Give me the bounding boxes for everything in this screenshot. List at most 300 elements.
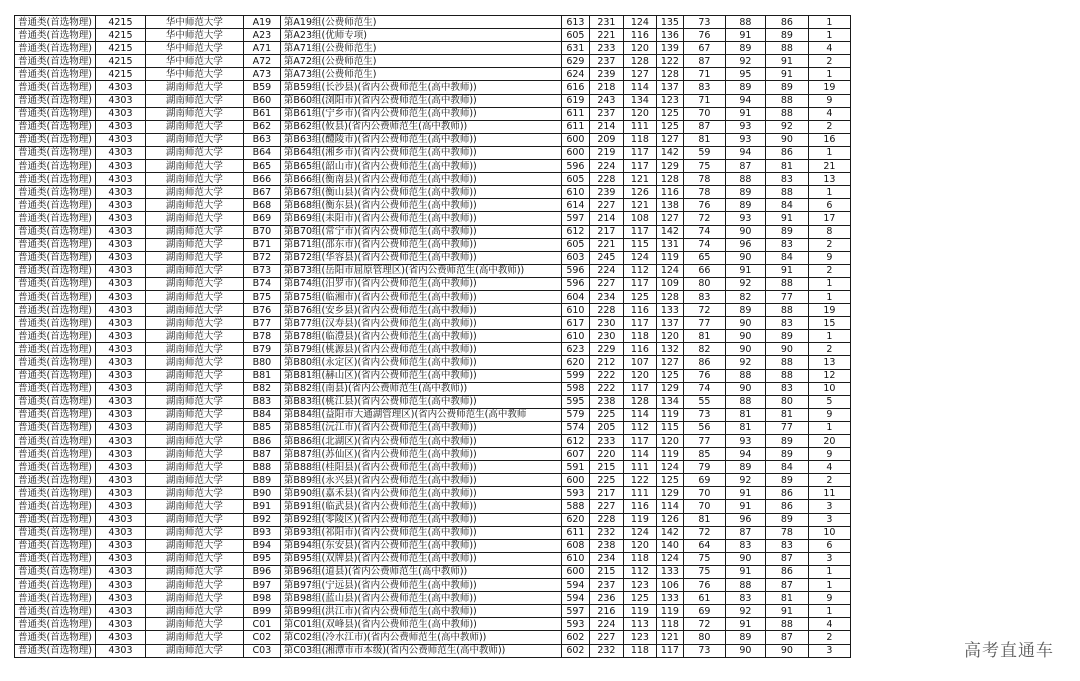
school-code-cell: 4303	[95, 251, 145, 264]
table-row	[15, 435, 881, 448]
group-code-cell: B74	[243, 277, 280, 290]
school-code-cell: 4303	[95, 552, 145, 565]
score-c-cell: 119	[656, 408, 683, 421]
school-name-cell: 湖南师范大学	[145, 552, 243, 565]
group-code-cell: B59	[243, 81, 280, 94]
score-b-cell: 116	[623, 304, 656, 317]
score-e-cell: 94	[725, 94, 765, 107]
count-cell: 1	[808, 16, 850, 29]
score-e-cell: 94	[725, 146, 765, 159]
table-row	[15, 330, 881, 343]
school-code-cell: 4303	[95, 146, 145, 159]
count-cell: 5	[808, 395, 850, 408]
score-a-cell: 227	[589, 277, 623, 290]
group-code-cell: B62	[243, 120, 280, 133]
empty-cell	[850, 565, 880, 578]
category-cell: 普通类(首选物理)	[15, 408, 96, 421]
score-a-cell: 219	[589, 146, 623, 159]
category-cell: 普通类(首选物理)	[15, 317, 96, 330]
score-d-cell: 80	[683, 631, 725, 644]
score-f-cell: 83	[765, 238, 808, 251]
score-f-cell: 88	[765, 356, 808, 369]
count-cell: 12	[808, 369, 850, 382]
score-b-cell: 114	[623, 408, 656, 421]
score-a-cell: 222	[589, 369, 623, 382]
score-b-cell: 117	[623, 146, 656, 159]
school-name-cell: 湖南师范大学	[145, 330, 243, 343]
empty-cell	[850, 68, 880, 81]
group-name-cell: 第B95组(双牌县)(省内公费师范生(高中教师))	[280, 552, 561, 565]
group-code-cell: C03	[243, 644, 280, 657]
score-a-cell: 215	[589, 565, 623, 578]
score-e-cell: 83	[725, 592, 765, 605]
score-f-cell: 89	[765, 448, 808, 461]
category-cell: 普通类(首选物理)	[15, 94, 96, 107]
group-name-cell: 第B98组(蓝山县)(省内公费师范生(高中教师))	[280, 592, 561, 605]
group-code-cell: B89	[243, 474, 280, 487]
score-f-cell: 87	[765, 579, 808, 592]
group-name-cell: 第B94组(东安县)(省内公费师范生(高中教师))	[280, 539, 561, 552]
count-cell: 2	[808, 264, 850, 277]
group-name-cell: 第B65组(韶山市)(省内公费师范生(高中教师))	[280, 160, 561, 173]
count-cell: 1	[808, 68, 850, 81]
score-b-cell: 117	[623, 225, 656, 238]
school-name-cell: 湖南师范大学	[145, 199, 243, 212]
group-name-cell: 第B93组(祁阳市)(省内公费师范生(高中教师))	[280, 526, 561, 539]
category-cell: 普通类(首选物理)	[15, 160, 96, 173]
score-b-cell: 119	[623, 605, 656, 618]
count-cell: 10	[808, 526, 850, 539]
score-c-cell: 109	[656, 277, 683, 290]
score-d-cell: 71	[683, 68, 725, 81]
score-e-cell: 91	[725, 107, 765, 120]
empty-cell	[850, 448, 880, 461]
school-code-cell: 4303	[95, 539, 145, 552]
total-score-cell: 595	[561, 395, 589, 408]
score-e-cell: 96	[725, 238, 765, 251]
score-e-cell: 90	[725, 552, 765, 565]
school-name-cell: 湖南师范大学	[145, 618, 243, 631]
table-row	[15, 68, 881, 81]
table-row	[15, 343, 881, 356]
group-code-cell: B68	[243, 199, 280, 212]
group-name-cell: 第B69组(耒阳市)(省内公费师范生(高中教师))	[280, 212, 561, 225]
score-f-cell: 91	[765, 68, 808, 81]
table-row	[15, 16, 881, 29]
score-d-cell: 77	[683, 317, 725, 330]
table-row	[15, 173, 881, 186]
school-name-cell: 湖南师范大学	[145, 500, 243, 513]
count-cell: 3	[808, 552, 850, 565]
school-name-cell: 湖南师范大学	[145, 631, 243, 644]
score-f-cell: 88	[765, 186, 808, 199]
count-cell: 19	[808, 304, 850, 317]
score-b-cell: 115	[623, 238, 656, 251]
score-e-cell: 92	[725, 605, 765, 618]
group-name-cell: 第B84组(益阳市大通湖管理区)(省内公费师范生(高中教师	[280, 408, 561, 421]
score-e-cell: 96	[725, 513, 765, 526]
total-score-cell: 598	[561, 382, 589, 395]
score-b-cell: 116	[623, 343, 656, 356]
table-row	[15, 382, 881, 395]
score-c-cell: 129	[656, 382, 683, 395]
total-score-cell: 610	[561, 304, 589, 317]
school-code-cell: 4303	[95, 199, 145, 212]
score-b-cell: 122	[623, 474, 656, 487]
score-d-cell: 81	[683, 513, 725, 526]
school-code-cell: 4303	[95, 186, 145, 199]
category-cell: 普通类(首选物理)	[15, 146, 96, 159]
table-row	[15, 199, 881, 212]
score-b-cell: 113	[623, 618, 656, 631]
total-score-cell: 596	[561, 264, 589, 277]
table-row	[15, 317, 881, 330]
school-code-cell: 4215	[95, 42, 145, 55]
score-d-cell: 55	[683, 395, 725, 408]
score-c-cell: 126	[656, 513, 683, 526]
score-f-cell: 81	[765, 592, 808, 605]
group-code-cell: B83	[243, 395, 280, 408]
group-name-cell: 第B99组(洪江市)(省内公费师范生(高中教师))	[280, 605, 561, 618]
score-c-cell: 128	[656, 290, 683, 303]
score-f-cell: 83	[765, 317, 808, 330]
score-c-cell: 128	[656, 173, 683, 186]
score-f-cell: 89	[765, 29, 808, 42]
score-e-cell: 93	[725, 435, 765, 448]
total-score-cell: 616	[561, 81, 589, 94]
score-f-cell: 91	[765, 212, 808, 225]
count-cell: 1	[808, 565, 850, 578]
school-name-cell: 湖南师范大学	[145, 81, 243, 94]
empty-cell	[850, 421, 880, 434]
category-cell: 普通类(首选物理)	[15, 565, 96, 578]
empty-cell	[850, 212, 880, 225]
score-c-cell: 122	[656, 55, 683, 68]
group-code-cell: A72	[243, 55, 280, 68]
score-b-cell: 117	[623, 160, 656, 173]
category-cell: 普通类(首选物理)	[15, 330, 96, 343]
total-score-cell: 602	[561, 644, 589, 657]
score-c-cell: 129	[656, 160, 683, 173]
group-code-cell: B71	[243, 238, 280, 251]
count-cell: 1	[808, 146, 850, 159]
school-code-cell: 4303	[95, 421, 145, 434]
score-b-cell: 108	[623, 212, 656, 225]
school-code-cell: 4303	[95, 317, 145, 330]
school-name-cell: 湖南师范大学	[145, 186, 243, 199]
count-cell: 9	[808, 94, 850, 107]
category-cell: 普通类(首选物理)	[15, 592, 96, 605]
score-a-cell: 232	[589, 644, 623, 657]
score-e-cell: 93	[725, 133, 765, 146]
table-row	[15, 160, 881, 173]
empty-cell	[850, 382, 880, 395]
score-e-cell: 91	[725, 487, 765, 500]
score-b-cell: 127	[623, 68, 656, 81]
score-d-cell: 83	[683, 290, 725, 303]
score-c-cell: 140	[656, 539, 683, 552]
group-code-cell: B66	[243, 173, 280, 186]
school-name-cell: 湖南师范大学	[145, 264, 243, 277]
school-code-cell: 4303	[95, 81, 145, 94]
school-code-cell: 4303	[95, 382, 145, 395]
school-name-cell: 湖南师范大学	[145, 395, 243, 408]
total-score-cell: 611	[561, 107, 589, 120]
group-code-cell: B85	[243, 421, 280, 434]
score-e-cell: 92	[725, 356, 765, 369]
score-a-cell: 221	[589, 29, 623, 42]
score-a-cell: 217	[589, 225, 623, 238]
count-cell: 6	[808, 539, 850, 552]
score-b-cell: 124	[623, 16, 656, 29]
count-cell: 9	[808, 448, 850, 461]
total-score-cell: 594	[561, 592, 589, 605]
score-a-cell: 239	[589, 68, 623, 81]
category-cell: 普通类(首选物理)	[15, 238, 96, 251]
group-name-cell: 第C02组(冷水江市)(省内公费师范生(高中教师))	[280, 631, 561, 644]
category-cell: 普通类(首选物理)	[15, 631, 96, 644]
category-cell: 普通类(首选物理)	[15, 199, 96, 212]
score-f-cell: 87	[765, 552, 808, 565]
score-e-cell: 87	[725, 526, 765, 539]
score-e-cell: 89	[725, 631, 765, 644]
group-code-cell: B94	[243, 539, 280, 552]
score-d-cell: 86	[683, 356, 725, 369]
group-name-cell: 第B63组(醴陵市)(省内公费师范生(高中教师))	[280, 133, 561, 146]
score-f-cell: 90	[765, 133, 808, 146]
score-b-cell: 117	[623, 277, 656, 290]
score-d-cell: 76	[683, 29, 725, 42]
group-code-cell: B79	[243, 343, 280, 356]
total-score-cell: 617	[561, 317, 589, 330]
empty-cell	[850, 474, 880, 487]
score-e-cell: 92	[725, 277, 765, 290]
score-d-cell: 81	[683, 330, 725, 343]
count-cell: 2	[808, 343, 850, 356]
score-e-cell: 90	[725, 382, 765, 395]
table-row	[15, 81, 881, 94]
count-cell: 1	[808, 186, 850, 199]
category-cell: 普通类(首选物理)	[15, 618, 96, 631]
score-a-cell: 238	[589, 539, 623, 552]
score-c-cell: 132	[656, 343, 683, 356]
count-cell: 20	[808, 435, 850, 448]
total-score-cell: 608	[561, 539, 589, 552]
count-cell: 11	[808, 487, 850, 500]
school-name-cell: 湖南师范大学	[145, 238, 243, 251]
count-cell: 13	[808, 173, 850, 186]
total-score-cell: 619	[561, 94, 589, 107]
table-row	[15, 146, 881, 159]
total-score-cell: 600	[561, 133, 589, 146]
group-name-cell: 第B92组(零陵区)(省内公费师范生(高中教师))	[280, 513, 561, 526]
group-name-cell: 第B78组(临澧县)(省内公费师范生(高中教师))	[280, 330, 561, 343]
group-code-cell: B87	[243, 448, 280, 461]
score-b-cell: 119	[623, 513, 656, 526]
table-row	[15, 251, 881, 264]
score-a-cell: 230	[589, 330, 623, 343]
school-code-cell: 4303	[95, 474, 145, 487]
category-cell: 普通类(首选物理)	[15, 290, 96, 303]
empty-cell	[850, 238, 880, 251]
school-name-cell: 湖南师范大学	[145, 225, 243, 238]
table-row	[15, 42, 881, 55]
group-name-cell: 第B96组(道县)(省内公费师范生(高中教师))	[280, 565, 561, 578]
score-e-cell: 82	[725, 290, 765, 303]
score-c-cell: 125	[656, 369, 683, 382]
score-f-cell: 83	[765, 539, 808, 552]
school-code-cell: 4303	[95, 461, 145, 474]
score-e-cell: 81	[725, 421, 765, 434]
group-code-cell: B60	[243, 94, 280, 107]
school-name-cell: 湖南师范大学	[145, 304, 243, 317]
score-f-cell: 89	[765, 330, 808, 343]
empty-cell	[850, 408, 880, 421]
category-cell: 普通类(首选物理)	[15, 579, 96, 592]
score-f-cell: 84	[765, 199, 808, 212]
school-code-cell: 4215	[95, 68, 145, 81]
school-name-cell: 华中师范大学	[145, 29, 243, 42]
score-c-cell: 124	[656, 264, 683, 277]
table-row	[15, 513, 881, 526]
total-score-cell: 610	[561, 186, 589, 199]
score-d-cell: 64	[683, 539, 725, 552]
school-name-cell: 湖南师范大学	[145, 448, 243, 461]
school-name-cell: 湖南师范大学	[145, 435, 243, 448]
school-name-cell: 湖南师范大学	[145, 408, 243, 421]
score-e-cell: 91	[725, 500, 765, 513]
score-b-cell: 117	[623, 317, 656, 330]
count-cell: 19	[808, 81, 850, 94]
empty-cell	[850, 277, 880, 290]
score-c-cell: 142	[656, 225, 683, 238]
score-e-cell: 87	[725, 160, 765, 173]
table-row	[15, 29, 881, 42]
score-c-cell: 120	[656, 435, 683, 448]
category-cell: 普通类(首选物理)	[15, 212, 96, 225]
school-name-cell: 湖南师范大学	[145, 565, 243, 578]
empty-cell	[850, 304, 880, 317]
score-f-cell: 77	[765, 290, 808, 303]
score-b-cell: 124	[623, 251, 656, 264]
score-a-cell: 224	[589, 264, 623, 277]
table-row	[15, 618, 881, 631]
total-score-cell: 611	[561, 526, 589, 539]
table-row	[15, 579, 881, 592]
empty-cell	[850, 513, 880, 526]
empty-cell	[850, 42, 880, 55]
score-a-cell: 236	[589, 592, 623, 605]
school-name-cell: 湖南师范大学	[145, 644, 243, 657]
school-code-cell: 4303	[95, 526, 145, 539]
group-code-cell: B77	[243, 317, 280, 330]
score-a-cell: 228	[589, 173, 623, 186]
category-cell: 普通类(首选物理)	[15, 539, 96, 552]
score-d-cell: 80	[683, 277, 725, 290]
score-d-cell: 65	[683, 251, 725, 264]
group-name-cell: 第B67组(衡山县)(省内公费师范生(高中教师))	[280, 186, 561, 199]
score-b-cell: 112	[623, 264, 656, 277]
total-score-cell: 599	[561, 369, 589, 382]
group-code-cell: B81	[243, 369, 280, 382]
school-code-cell: 4303	[95, 356, 145, 369]
score-f-cell: 88	[765, 369, 808, 382]
score-b-cell: 126	[623, 186, 656, 199]
table-row	[15, 277, 881, 290]
score-d-cell: 70	[683, 500, 725, 513]
school-code-cell: 4303	[95, 408, 145, 421]
group-code-cell: B63	[243, 133, 280, 146]
score-d-cell: 75	[683, 552, 725, 565]
score-c-cell: 129	[656, 487, 683, 500]
category-cell: 普通类(首选物理)	[15, 644, 96, 657]
table-row	[15, 552, 881, 565]
group-code-cell: B84	[243, 408, 280, 421]
group-name-cell: 第B77组(汉寿县)(省内公费师范生(高中教师))	[280, 317, 561, 330]
score-e-cell: 89	[725, 199, 765, 212]
empty-cell	[850, 500, 880, 513]
empty-cell	[850, 199, 880, 212]
school-code-cell: 4303	[95, 107, 145, 120]
table-row	[15, 408, 881, 421]
score-a-cell: 215	[589, 461, 623, 474]
count-cell: 2	[808, 120, 850, 133]
category-cell: 普通类(首选物理)	[15, 526, 96, 539]
table-row	[15, 133, 881, 146]
school-name-cell: 湖南师范大学	[145, 343, 243, 356]
school-name-cell: 湖南师范大学	[145, 251, 243, 264]
school-name-cell: 湖南师范大学	[145, 382, 243, 395]
total-score-cell: 594	[561, 579, 589, 592]
score-d-cell: 71	[683, 94, 725, 107]
table-row	[15, 369, 881, 382]
school-name-cell: 湖南师范大学	[145, 173, 243, 186]
school-code-cell: 4303	[95, 304, 145, 317]
table-row	[15, 644, 881, 657]
total-score-cell: 602	[561, 631, 589, 644]
score-b-cell: 120	[623, 369, 656, 382]
score-d-cell: 59	[683, 146, 725, 159]
score-c-cell: 119	[656, 251, 683, 264]
score-a-cell: 228	[589, 304, 623, 317]
score-a-cell: 209	[589, 133, 623, 146]
category-cell: 普通类(首选物理)	[15, 513, 96, 526]
category-cell: 普通类(首选物理)	[15, 173, 96, 186]
score-d-cell: 87	[683, 120, 725, 133]
score-d-cell: 74	[683, 238, 725, 251]
score-e-cell: 88	[725, 395, 765, 408]
score-e-cell: 91	[725, 565, 765, 578]
score-b-cell: 128	[623, 55, 656, 68]
empty-cell	[850, 16, 880, 29]
group-name-cell: 第B88组(桂阳县)(省内公费师范生(高中教师))	[280, 461, 561, 474]
category-cell: 普通类(首选物理)	[15, 16, 96, 29]
empty-cell	[850, 160, 880, 173]
total-score-cell: 597	[561, 212, 589, 225]
total-score-cell: 605	[561, 238, 589, 251]
group-code-cell: B99	[243, 605, 280, 618]
score-f-cell: 83	[765, 382, 808, 395]
empty-cell	[850, 539, 880, 552]
score-c-cell: 119	[656, 448, 683, 461]
school-name-cell: 湖南师范大学	[145, 277, 243, 290]
group-name-cell: 第A19组(公费师范生)	[280, 16, 561, 29]
category-cell: 普通类(首选物理)	[15, 343, 96, 356]
category-cell: 普通类(首选物理)	[15, 251, 96, 264]
table-row	[15, 94, 881, 107]
score-d-cell: 75	[683, 565, 725, 578]
school-code-cell: 4303	[95, 565, 145, 578]
